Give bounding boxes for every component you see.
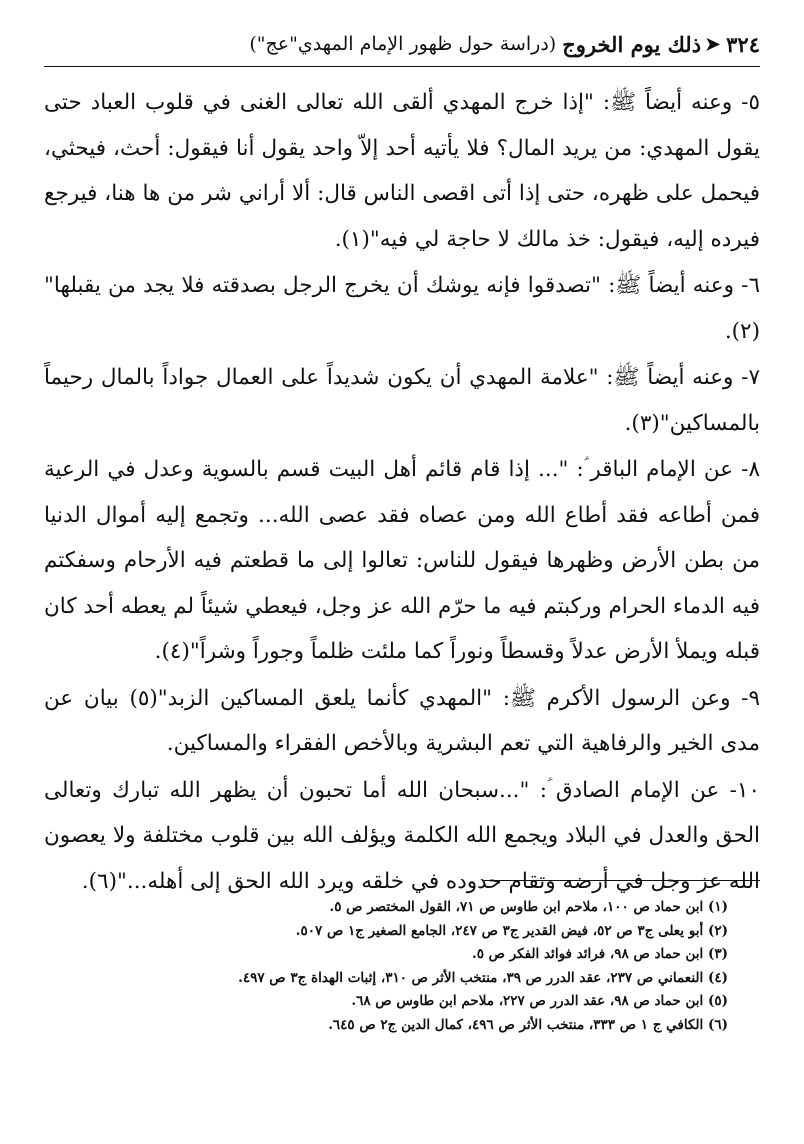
footnote-3: (٣) ابن حماد ص ٩٨، فرائد فوائد الفكر ص ٥. bbox=[471, 946, 728, 963]
paragraph-8: ٨- عن الإمام الباقر ؑ: "... إذا قام قائم أهل البيت قسم بالسوية وعدل في الرعية فمن أطاعه فقد أطاع الله ومن عصاه فقد عصى الله... وتجمع إليه أموال الدنيا من بطن الأرض وظهرها فيقول للناس: تعالوا إلى ما قطعتم فيه الأرحام وسفكتم فيه الدماء الحرام وركبتم فيه ما حرّم الله عز وجل، فيعطي شيئاً لم يعطه أحد كان قبله ويملأ الأرض عدلاً وقسطاً ونوراً كما ملئت ظلماً وجوراً وشراً"(٤). bbox=[44, 457, 760, 664]
main-text bbox=[44, 80, 760, 905]
footnote-5: (٥) ابن حماد ص ٩٨، عقد الدرر ص ٢٢٧، ملاحم ابن طاوس ص ٦٨. bbox=[351, 993, 728, 1010]
book-subtitle: (دراسة حول ظهور الإمام المهدي"عج") bbox=[249, 33, 557, 55]
paragraph-5: ٥- وعنه أيضاً ﷺ: "إذا خرج المهدي ألقى الله تعالى الغنى في قلوب العباد حتى يقول المهدي: من يريد المال؟ فلا يأتيه أحد إلاّ واحد يقول أنا فيقول: أحث، فيحثي، فيحمل على ظهره، حتى إذا أتى اقصى الناس قال: ألا أراني شر من ها هنا، فيرجع فيرده إليه، فيقول: خذ مالك لا حاجة لي فيه"(١). bbox=[44, 90, 760, 252]
footnotes bbox=[60, 896, 728, 1038]
page-header bbox=[44, 26, 760, 62]
paragraph-6: ٦- وعنه أيضاً ﷺ: "تصدقوا فإنه يوشك أن يخرج الرجل بصدقته فلا يجد من يقبلها"(٢). bbox=[44, 273, 760, 344]
footnote-2: (٢) أبو يعلى ج٣ ص ٥٢، فيض القدير ج٣ ص ٢٤٧، الجامع الصغير ج١ ص ٥٠٧. bbox=[295, 922, 728, 939]
paragraph-9: ٩- وعن الرسول الأكرم ﷺ: "المهدي كأنما يلعق المساكين الزبد"(٥) بيان عن مدى الخير والرفاهية التي تعم البشرية وبالأخص الفقراء والمساكين. bbox=[44, 685, 760, 756]
footnote-4: (٤) النعماني ص ٢٣٧، عقد الدرر ص ٣٩، منتخب الأثر ص ٣١٠، إثبات الهداة ج٣ ص ٤٩٧. bbox=[238, 969, 728, 986]
header-divider bbox=[44, 66, 760, 67]
page-number: ٣٢٤ bbox=[726, 31, 760, 57]
footnote-6: (٦) الكافي ج ١ ص ٣٣٣، منتخب الأثر ص ٤٩٦، كمال الدين ج٢ ص ٦٤٥. bbox=[328, 1016, 728, 1033]
footnote-divider bbox=[484, 880, 760, 881]
book-title: ذلك يوم الخروج bbox=[562, 31, 702, 57]
arrow-icon: ➤ bbox=[705, 33, 721, 55]
paragraph-7: ٧- وعنه أيضاً ﷺ: "علامة المهدي أن يكون شديداً على العمال جواداً بالمال رحيماً بالمساكين"(٣). bbox=[44, 365, 760, 436]
footnote-1: (١) ابن حماد ص ١٠٠، ملاحم ابن طاوس ص ٧١، القول المختصر ص ٥. bbox=[329, 899, 728, 915]
paragraph-10: ١٠- عن الإمام الصادق ؑ: "...سبحان الله أما تحبون أن يظهر الله تبارك وتعالى الحق والعدل في البلاد ويجمع الله الكلمة ويؤلف الله بين قلوب مختلفة ولا يعصون الله عز وجل في أرضه وتقام حدوده في خلقه ويرد الله الحق إلى أهله..."(٦). bbox=[44, 777, 760, 894]
